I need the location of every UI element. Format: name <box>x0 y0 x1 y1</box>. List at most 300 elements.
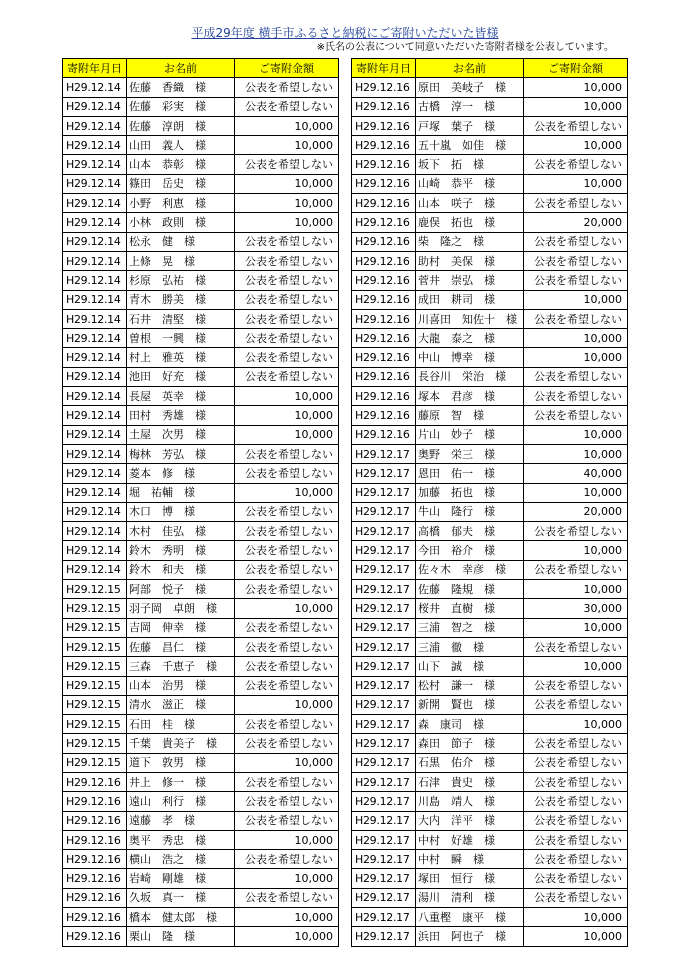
table-row <box>63 676 339 695</box>
table-row <box>352 560 628 579</box>
donor-name-cell: 道下 敦男 様 <box>127 753 235 772</box>
donor-name-cell: 加藤 拓也 様 <box>416 483 524 502</box>
donation-amount-cell: 10,000 <box>524 444 628 463</box>
donation-date-cell: H29.12.16 <box>63 927 127 946</box>
table-row <box>63 348 339 367</box>
table-row <box>63 406 339 425</box>
table-row <box>63 753 339 772</box>
table-row <box>352 251 628 270</box>
donation-amount-cell: 公表を希望しない <box>235 772 339 791</box>
table-row <box>352 387 628 406</box>
donor-name-cell: 佐藤 隆規 様 <box>416 580 524 599</box>
donation-amount-cell: 公表を希望しない <box>235 290 339 309</box>
table-row <box>352 290 628 309</box>
donation-date-cell: H29.12.16 <box>352 194 416 213</box>
donor-name-cell: 桜井 直樹 様 <box>416 599 524 618</box>
donation-date-cell: H29.12.16 <box>352 251 416 270</box>
donor-name-cell: 山本 恭彰 様 <box>127 155 235 174</box>
donation-date-cell: H29.12.15 <box>63 695 127 714</box>
donation-amount-cell: 公表を希望しない <box>235 888 339 907</box>
donation-date-cell: H29.12.14 <box>63 309 127 328</box>
donor-name-cell: 八重樫 康平 様 <box>416 908 524 927</box>
table-row <box>63 502 339 521</box>
donation-amount-cell: 公表を希望しない <box>235 850 339 869</box>
donor-name-cell: 佐藤 淳朗 様 <box>127 116 235 135</box>
donation-date-cell: H29.12.14 <box>63 271 127 290</box>
donation-date-cell: H29.12.17 <box>352 850 416 869</box>
table-row <box>352 580 628 599</box>
donor-name-cell: 坂下 拓 様 <box>416 155 524 174</box>
donation-amount-cell: 10,000 <box>235 695 339 714</box>
table-row <box>352 734 628 753</box>
donation-date-cell: H29.12.17 <box>352 792 416 811</box>
donation-date-cell: H29.12.16 <box>352 406 416 425</box>
donor-name-cell: 森 康司 様 <box>416 715 524 734</box>
donation-date-cell: H29.12.14 <box>63 464 127 483</box>
donor-name-cell: 新開 賢也 様 <box>416 695 524 714</box>
donor-name-cell: 木村 佳弘 様 <box>127 522 235 541</box>
donation-date-cell: H29.12.17 <box>352 927 416 946</box>
donor-name-cell: 遠山 利行 様 <box>127 792 235 811</box>
table-row <box>63 387 339 406</box>
table-row <box>63 174 339 193</box>
donation-amount-cell: 公表を希望しない <box>235 676 339 695</box>
donation-amount-cell: 公表を希望しない <box>524 888 628 907</box>
donation-amount-cell: 公表を希望しない <box>524 194 628 213</box>
header-date: 寄附年月日 <box>63 59 127 78</box>
donor-name-cell: 今田 裕介 様 <box>416 541 524 560</box>
table-row <box>63 367 339 386</box>
table-row <box>352 908 628 927</box>
donation-amount-cell: 公表を希望しない <box>235 792 339 811</box>
table-row <box>63 599 339 618</box>
table-row <box>63 483 339 502</box>
header-amount: ご寄附金額 <box>235 59 339 78</box>
donation-date-cell: H29.12.17 <box>352 502 416 521</box>
table-row <box>352 830 628 849</box>
table-row <box>63 830 339 849</box>
donor-name-cell: 柴 隆之 様 <box>416 232 524 251</box>
donation-amount-cell: 公表を希望しない <box>235 155 339 174</box>
donor-name-cell: 横山 浩之 様 <box>127 850 235 869</box>
donation-amount-cell: 公表を希望しない <box>524 387 628 406</box>
table-row <box>352 136 628 155</box>
donation-amount-cell: 10,000 <box>524 541 628 560</box>
donation-amount-cell: 20,000 <box>524 213 628 232</box>
donation-date-cell: H29.12.17 <box>352 522 416 541</box>
donation-amount-cell: 公表を希望しない <box>524 830 628 849</box>
donation-amount-cell: 10,000 <box>524 908 628 927</box>
donation-date-cell: H29.12.17 <box>352 811 416 830</box>
donation-amount-cell: 公表を希望しない <box>235 348 339 367</box>
donation-amount-cell: 公表を希望しない <box>235 367 339 386</box>
donor-name-cell: 栗山 隆 様 <box>127 927 235 946</box>
table-row <box>63 329 339 348</box>
donation-date-cell: H29.12.16 <box>352 213 416 232</box>
donor-name-cell: 恩田 佑一 様 <box>416 464 524 483</box>
donation-amount-cell: 10,000 <box>235 483 339 502</box>
donor-name-cell: 木口 博 様 <box>127 502 235 521</box>
donation-date-cell: H29.12.14 <box>63 541 127 560</box>
donation-amount-cell: 公表を希望しない <box>235 541 339 560</box>
donor-name-cell: 三浦 智之 様 <box>416 618 524 637</box>
table-row <box>63 136 339 155</box>
table-row <box>352 850 628 869</box>
donation-date-cell: H29.12.17 <box>352 637 416 656</box>
donor-name-cell: 森田 節子 様 <box>416 734 524 753</box>
table-row <box>63 869 339 888</box>
donation-amount-cell: 公表を希望しない <box>524 560 628 579</box>
table-row <box>352 329 628 348</box>
donor-name-cell: 小野 利恵 様 <box>127 194 235 213</box>
donation-date-cell: H29.12.17 <box>352 830 416 849</box>
table-row <box>63 695 339 714</box>
table-row <box>352 78 628 97</box>
table-row <box>352 753 628 772</box>
donor-name-cell: 原田 美岐子 様 <box>416 78 524 97</box>
donation-amount-cell: 10,000 <box>235 425 339 444</box>
donor-name-cell: 曽根 一興 様 <box>127 329 235 348</box>
table-row <box>63 772 339 791</box>
donation-amount-cell: 公表を希望しない <box>524 522 628 541</box>
table-row <box>63 232 339 251</box>
donor-name-cell: 古橋 淳一 様 <box>416 97 524 116</box>
table-row <box>63 464 339 483</box>
donation-amount-cell: 公表を希望しない <box>235 522 339 541</box>
donation-amount-cell: 公表を希望しない <box>524 676 628 695</box>
table-row <box>352 715 628 734</box>
table-body-right <box>352 78 628 946</box>
donor-name-cell: 佐藤 彩実 様 <box>127 97 235 116</box>
table-row <box>352 811 628 830</box>
donation-amount-cell: 公表を希望しない <box>235 618 339 637</box>
table-row <box>63 637 339 656</box>
donation-amount-cell: 公表を希望しない <box>524 637 628 656</box>
donor-name-cell: 小林 政則 様 <box>127 213 235 232</box>
table-row <box>352 444 628 463</box>
donor-name-cell: 成田 耕司 様 <box>416 290 524 309</box>
donor-name-cell: 山崎 恭平 様 <box>416 174 524 193</box>
donation-amount-cell: 10,000 <box>235 194 339 213</box>
donation-amount-cell: 10,000 <box>235 136 339 155</box>
donation-date-cell: H29.12.17 <box>352 715 416 734</box>
donor-name-cell: 遠藤 孝 様 <box>127 811 235 830</box>
donation-date-cell: H29.12.14 <box>63 213 127 232</box>
donor-name-cell: 山下 誠 様 <box>416 657 524 676</box>
donation-amount-cell: 10,000 <box>524 97 628 116</box>
donation-amount-cell: 10,000 <box>235 599 339 618</box>
donor-name-cell: 長屋 英幸 様 <box>127 387 235 406</box>
table-row <box>63 194 339 213</box>
donation-date-cell: H29.12.16 <box>352 271 416 290</box>
donation-date-cell: H29.12.14 <box>63 116 127 135</box>
donor-name-cell: 鈴木 秀明 様 <box>127 541 235 560</box>
donor-name-cell: 石黒 佑介 様 <box>416 753 524 772</box>
donation-date-cell: H29.12.17 <box>352 464 416 483</box>
donor-name-cell: 牛山 隆行 様 <box>416 502 524 521</box>
donation-amount-cell: 10,000 <box>235 830 339 849</box>
donation-date-cell: H29.12.15 <box>63 618 127 637</box>
donation-date-cell: H29.12.14 <box>63 387 127 406</box>
table-row <box>352 271 628 290</box>
donation-date-cell: H29.12.16 <box>352 348 416 367</box>
donation-amount-cell: 30,000 <box>524 599 628 618</box>
donation-date-cell: H29.12.14 <box>63 348 127 367</box>
donor-name-cell: 高橋 郁夫 様 <box>416 522 524 541</box>
donation-date-cell: H29.12.17 <box>352 444 416 463</box>
donation-amount-cell: 10,000 <box>235 174 339 193</box>
donation-date-cell: H29.12.16 <box>352 78 416 97</box>
table-row <box>352 348 628 367</box>
donation-date-cell: H29.12.14 <box>63 251 127 270</box>
donation-date-cell: H29.12.15 <box>63 734 127 753</box>
table-row <box>352 367 628 386</box>
donation-date-cell: H29.12.16 <box>63 869 127 888</box>
table-row <box>352 309 628 328</box>
donation-date-cell: H29.12.17 <box>352 560 416 579</box>
donation-date-cell: H29.12.16 <box>352 329 416 348</box>
donor-name-cell: 奥平 秀忠 様 <box>127 830 235 849</box>
donation-amount-cell: 10,000 <box>524 618 628 637</box>
donor-name-cell: 青木 勝美 様 <box>127 290 235 309</box>
donation-amount-cell: 公表を希望しない <box>235 580 339 599</box>
table-row <box>63 541 339 560</box>
header-amount: ご寄附金額 <box>524 59 628 78</box>
donation-date-cell: H29.12.17 <box>352 541 416 560</box>
table-row <box>352 888 628 907</box>
donation-date-cell: H29.12.16 <box>352 155 416 174</box>
table-row <box>63 811 339 830</box>
table-row <box>352 927 628 946</box>
donation-date-cell: H29.12.14 <box>63 78 127 97</box>
donor-name-cell: 浜田 阿也子 様 <box>416 927 524 946</box>
donation-amount-cell: 公表を希望しない <box>524 792 628 811</box>
donor-name-cell: 佐々木 幸彦 様 <box>416 560 524 579</box>
donation-date-cell: H29.12.15 <box>63 637 127 656</box>
donation-date-cell: H29.12.16 <box>352 174 416 193</box>
table-row <box>63 618 339 637</box>
donation-date-cell: H29.12.14 <box>63 560 127 579</box>
donor-name-cell: 長谷川 栄治 様 <box>416 367 524 386</box>
donation-amount-cell: 10,000 <box>524 329 628 348</box>
table-row <box>352 618 628 637</box>
donation-date-cell: H29.12.16 <box>352 136 416 155</box>
donor-name-cell: 片山 妙子 様 <box>416 425 524 444</box>
table-row <box>63 908 339 927</box>
donation-amount-cell: 公表を希望しない <box>524 811 628 830</box>
donor-name-cell: 梅林 芳弘 様 <box>127 444 235 463</box>
donation-date-cell: H29.12.14 <box>63 483 127 502</box>
donation-amount-cell: 10,000 <box>235 406 339 425</box>
donation-amount-cell: 公表を希望しない <box>235 97 339 116</box>
table-row <box>352 425 628 444</box>
donation-date-cell: H29.12.15 <box>63 676 127 695</box>
table-row <box>352 541 628 560</box>
donation-date-cell: H29.12.14 <box>63 232 127 251</box>
donation-amount-cell: 公表を希望しない <box>524 753 628 772</box>
donation-date-cell: H29.12.14 <box>63 522 127 541</box>
donation-amount-cell: 公表を希望しない <box>235 560 339 579</box>
donation-amount-cell: 公表を希望しない <box>524 367 628 386</box>
donation-amount-cell: 公表を希望しない <box>235 232 339 251</box>
table-row <box>352 97 628 116</box>
donor-name-cell: 吉岡 伸幸 様 <box>127 618 235 637</box>
table-row <box>352 194 628 213</box>
donor-name-cell: 山本 咲子 様 <box>416 194 524 213</box>
donation-amount-cell: 10,000 <box>235 387 339 406</box>
donor-name-cell: 上條 晃 様 <box>127 251 235 270</box>
donation-date-cell: H29.12.14 <box>63 155 127 174</box>
donor-name-cell: 大龍 泰之 様 <box>416 329 524 348</box>
donation-amount-cell: 公表を希望しない <box>235 309 339 328</box>
donor-name-cell: 松永 健 様 <box>127 232 235 251</box>
donor-name-cell: 三森 千恵子 様 <box>127 657 235 676</box>
table-row <box>63 271 339 290</box>
header-name: お名前 <box>127 59 235 78</box>
table-row <box>63 290 339 309</box>
donor-name-cell: 塚本 君彦 様 <box>416 387 524 406</box>
donation-amount-cell: 公表を希望しない <box>235 78 339 97</box>
donation-date-cell: H29.12.17 <box>352 618 416 637</box>
donation-amount-cell: 公表を希望しない <box>235 271 339 290</box>
donor-name-cell: 久坂 真一 様 <box>127 888 235 907</box>
table-row <box>352 637 628 656</box>
table-row <box>63 792 339 811</box>
donation-date-cell: H29.12.17 <box>352 676 416 695</box>
table-row <box>352 792 628 811</box>
donor-name-cell: 千葉 貴美子 様 <box>127 734 235 753</box>
donor-name-cell: 中村 瞬 様 <box>416 850 524 869</box>
donor-name-cell: 松村 謙一 様 <box>416 676 524 695</box>
donation-date-cell: H29.12.14 <box>63 329 127 348</box>
donor-name-cell: 佐藤 昌仁 様 <box>127 637 235 656</box>
table-row <box>63 444 339 463</box>
donation-amount-cell: 公表を希望しない <box>235 464 339 483</box>
donation-amount-cell: 10,000 <box>235 869 339 888</box>
donation-date-cell: H29.12.17 <box>352 908 416 927</box>
donor-name-cell: 篠田 岳史 様 <box>127 174 235 193</box>
donation-date-cell: H29.12.17 <box>352 869 416 888</box>
donation-amount-cell: 公表を希望しない <box>524 734 628 753</box>
donation-amount-cell: 公表を希望しない <box>524 232 628 251</box>
donation-amount-cell: 10,000 <box>524 715 628 734</box>
table-row <box>352 772 628 791</box>
donation-date-cell: H29.12.17 <box>352 580 416 599</box>
donor-name-cell: 阿部 悦子 様 <box>127 580 235 599</box>
table-row <box>63 734 339 753</box>
donation-amount-cell: 公表を希望しない <box>235 502 339 521</box>
donation-amount-cell: 40,000 <box>524 464 628 483</box>
donation-date-cell: H29.12.17 <box>352 888 416 907</box>
donation-amount-cell: 10,000 <box>235 116 339 135</box>
donation-date-cell: H29.12.15 <box>63 580 127 599</box>
table-row <box>63 580 339 599</box>
donation-date-cell: H29.12.14 <box>63 367 127 386</box>
donor-name-cell: 石津 貴史 様 <box>416 772 524 791</box>
donation-amount-cell: 10,000 <box>524 580 628 599</box>
donor-name-cell: 菱本 修 様 <box>127 464 235 483</box>
table-row <box>352 502 628 521</box>
donation-date-cell: H29.12.14 <box>63 290 127 309</box>
donation-amount-cell: 10,000 <box>235 213 339 232</box>
donor-name-cell: 奥野 栄三 様 <box>416 444 524 463</box>
donation-amount-cell: 公表を希望しない <box>524 251 628 270</box>
donation-date-cell: H29.12.16 <box>352 290 416 309</box>
donation-date-cell: H29.12.15 <box>63 715 127 734</box>
page-title: 平成29年度 横手市ふるさと納税にご寄附いただいた皆様 <box>191 26 499 40</box>
donor-name-cell: 中山 博幸 様 <box>416 348 524 367</box>
table-row <box>352 155 628 174</box>
donation-date-cell: H29.12.17 <box>352 483 416 502</box>
header-date: 寄附年月日 <box>352 59 416 78</box>
table-row <box>63 657 339 676</box>
donation-date-cell: H29.12.17 <box>352 734 416 753</box>
donation-amount-cell: 10,000 <box>235 753 339 772</box>
donor-name-cell: 石井 清堅 様 <box>127 309 235 328</box>
donation-date-cell: H29.12.17 <box>352 695 416 714</box>
donation-date-cell: H29.12.16 <box>63 888 127 907</box>
donation-date-cell: H29.12.17 <box>352 599 416 618</box>
donor-name-cell: 橋本 健太郎 様 <box>127 908 235 927</box>
table-row <box>63 309 339 328</box>
donation-date-cell: H29.12.15 <box>63 599 127 618</box>
donor-table-left <box>62 58 339 947</box>
donation-date-cell: H29.12.16 <box>352 425 416 444</box>
table-row <box>63 850 339 869</box>
donation-amount-cell: 10,000 <box>235 927 339 946</box>
donation-amount-cell: 公表を希望しない <box>524 309 628 328</box>
donation-date-cell: H29.12.16 <box>63 830 127 849</box>
donation-date-cell: H29.12.16 <box>352 387 416 406</box>
donor-name-cell: 堀 祐輔 様 <box>127 483 235 502</box>
table-row <box>352 406 628 425</box>
donation-amount-cell: 公表を希望しない <box>524 406 628 425</box>
donation-date-cell: H29.12.14 <box>63 406 127 425</box>
donation-date-cell: H29.12.17 <box>352 657 416 676</box>
page-note: ※氏名の公表について同意いただいた寄附者様を公表しています。 <box>316 42 614 53</box>
donor-name-cell: 塚田 恒行 様 <box>416 869 524 888</box>
donor-name-cell: 川喜田 知佐十 様 <box>416 309 524 328</box>
donation-amount-cell: 10,000 <box>235 908 339 927</box>
donation-date-cell: H29.12.15 <box>63 657 127 676</box>
donor-name-cell: 山田 義人 様 <box>127 136 235 155</box>
donor-name-cell: 田村 秀雄 様 <box>127 406 235 425</box>
table-row <box>352 483 628 502</box>
table-row <box>63 522 339 541</box>
donation-date-cell: H29.12.16 <box>63 811 127 830</box>
donation-amount-cell: 公表を希望しない <box>235 715 339 734</box>
donation-date-cell: H29.12.16 <box>352 232 416 251</box>
donor-name-cell: 清水 滋正 様 <box>127 695 235 714</box>
donor-name-cell: 井上 修一 様 <box>127 772 235 791</box>
donor-name-cell: 鈴木 和夫 様 <box>127 560 235 579</box>
donor-name-cell: 藤原 智 様 <box>416 406 524 425</box>
donation-date-cell: H29.12.14 <box>63 136 127 155</box>
donation-amount-cell: 10,000 <box>524 657 628 676</box>
donation-amount-cell: 公表を希望しない <box>524 271 628 290</box>
donor-name-cell: 戸塚 葉子 様 <box>416 116 524 135</box>
donation-amount-cell: 公表を希望しない <box>235 811 339 830</box>
donation-date-cell: H29.12.14 <box>63 425 127 444</box>
donation-amount-cell: 10,000 <box>524 136 628 155</box>
donation-amount-cell: 公表を希望しない <box>235 444 339 463</box>
donor-name-cell: 佐藤 香織 様 <box>127 78 235 97</box>
donation-amount-cell: 公表を希望しない <box>235 329 339 348</box>
table-row <box>63 715 339 734</box>
donation-date-cell: H29.12.16 <box>63 792 127 811</box>
table-header-row <box>352 59 628 78</box>
table-row <box>352 599 628 618</box>
